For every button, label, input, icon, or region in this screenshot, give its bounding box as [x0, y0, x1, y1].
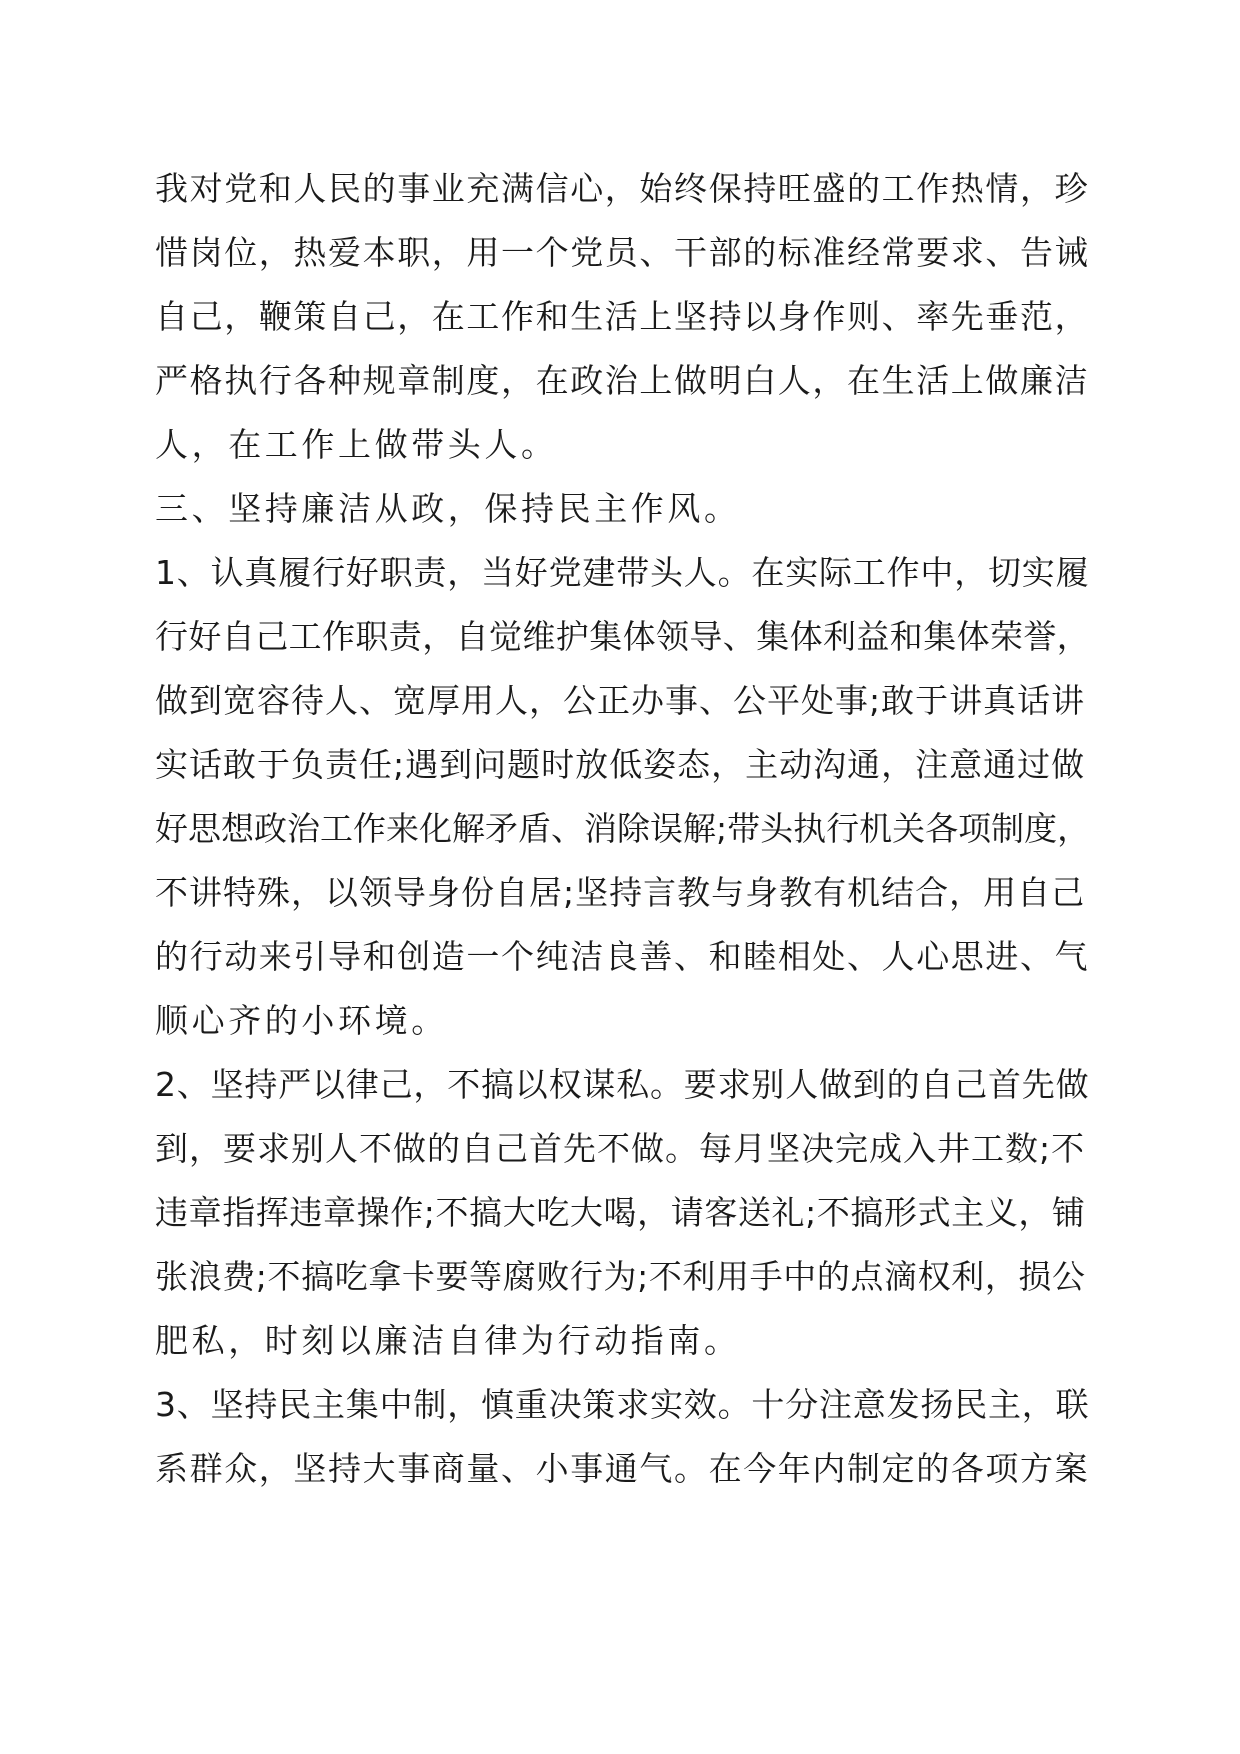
text-line: 系群众，坚持大事商量、小事通气。在今年内制定的各项方案	[155, 1449, 1090, 1488]
text-line: 2、坚持严以律己，不搞以权谋私。要求别人做到的自己首先做	[155, 1065, 1090, 1104]
text-line: 肥私，时刻以廉洁自律为行动指南。	[155, 1321, 741, 1360]
document-body	[155, 157, 1090, 1501]
text-line: 行好自己工作职责，自觉维护集体领导、集体利益和集体荣誉，	[155, 617, 1090, 656]
text-line: 3、坚持民主集中制，慎重决策求实效。十分注意发扬民主，联	[155, 1385, 1090, 1424]
text-line: 的行动来引导和创造一个纯洁良善、和睦相处、人心思进、气	[155, 937, 1090, 976]
text-line: 1、认真履行好职责，当好党建带头人。在实际工作中，切实履	[155, 553, 1090, 592]
text-line: 违章指挥违章操作;不搞大吃大喝，请客送礼;不搞形式主义，铺	[155, 1193, 1086, 1232]
text-line: 做到宽容待人、宽厚用人，公正办事、公平处事;敢于讲真话讲	[155, 681, 1086, 720]
text-line: 顺心齐的小环境。	[155, 1001, 448, 1040]
text-line: 张浪费;不搞吃拿卡要等腐败行为;不利用手中的点滴权利，损公	[155, 1257, 1086, 1296]
text-line: 到，要求别人不做的自己首先不做。每月坚决完成入井工数;不	[155, 1129, 1086, 1168]
section-heading: 三、坚持廉洁从政，保持民主作风。	[155, 489, 741, 528]
text-line: 实话敢于负责任;遇到问题时放低姿态，主动沟通，注意通过做	[155, 745, 1086, 784]
text-line: 严格执行各种规章制度，在政治上做明白人，在生活上做廉洁	[155, 361, 1090, 400]
text-line: 自己，鞭策自己，在工作和生活上坚持以身作则、率先垂范，	[155, 297, 1090, 336]
text-line: 不讲特殊，以领导身份自居;坚持言教与身教有机结合，用自己	[155, 873, 1086, 912]
text-line: 人，在工作上做带头人。	[155, 425, 558, 464]
text-line: 好思想政治工作来化解矛盾、消除误解;带头执行机关各项制度，	[155, 809, 1090, 848]
text-line: 惜岗位，热爱本职，用一个党员、干部的标准经常要求、告诫	[155, 233, 1090, 272]
text-line: 我对党和人民的事业充满信心，始终保持旺盛的工作热情，珍	[155, 169, 1090, 208]
